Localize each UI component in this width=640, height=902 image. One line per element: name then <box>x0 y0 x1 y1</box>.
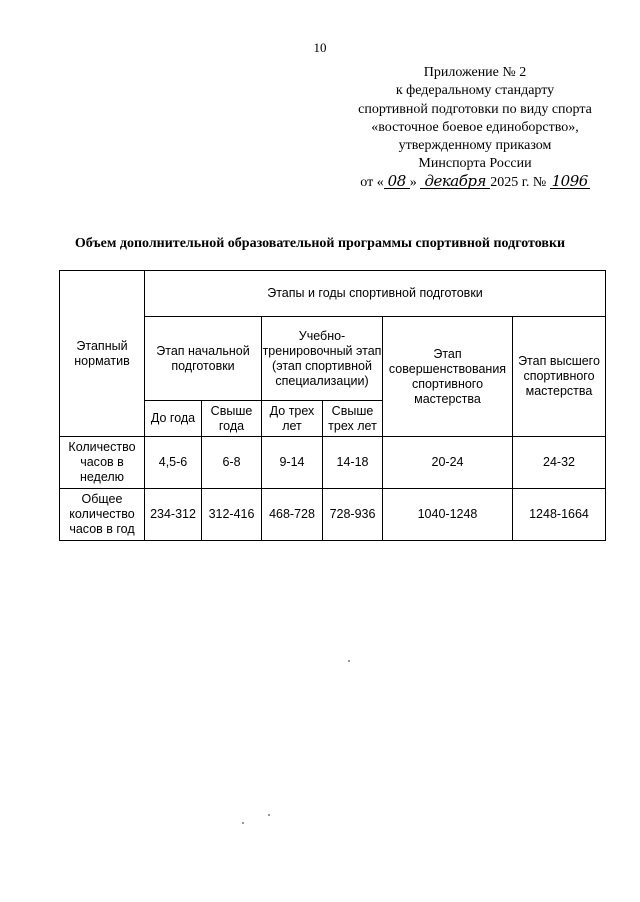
subheader-up-to-year: До года <box>145 401 202 437</box>
stage-header-training: Учебно-тренировочный этап (этап спортивной специализации) <box>262 317 383 401</box>
scan-speck <box>268 814 270 816</box>
table-cell: 9-14 <box>262 437 323 489</box>
appendix-line-4: «восточное боевое единоборство», <box>371 119 579 135</box>
handwritten-month: декабря <box>420 174 490 189</box>
table-cell: 312-416 <box>202 489 262 541</box>
appendix-line-5: утвержденному приказом <box>398 138 552 154</box>
table-cell: 6-8 <box>202 437 262 489</box>
stage-header-higher: Этап высшего спортивного мастерства <box>513 317 606 437</box>
appendix-date-line <box>330 171 620 192</box>
program-volume-table <box>59 270 606 541</box>
scan-speck <box>348 660 350 662</box>
table-cell: 20-24 <box>383 437 513 489</box>
table-cell: 468-728 <box>262 489 323 541</box>
table-cell: 1040-1248 <box>383 489 513 541</box>
table-cell: 234-312 <box>145 489 202 541</box>
page-number: 10 <box>313 40 327 55</box>
table-row <box>60 489 606 541</box>
row-label: Общее количество часов в год <box>60 489 145 541</box>
appendix-block <box>330 64 620 192</box>
stage-header-initial: Этап начальной подготовки <box>145 317 262 401</box>
date-prefix: от « <box>360 174 384 190</box>
row-label: Количество часов в неделю <box>60 437 145 489</box>
corner-header: Этапный норматив <box>60 271 145 437</box>
document-title: Объем дополнительной образовательной программы спортивной подготовки <box>74 236 566 251</box>
table-cell: 4,5-6 <box>145 437 202 489</box>
table-row <box>60 437 606 489</box>
appendix-title: Приложение № 2 <box>423 65 527 80</box>
group-header: Этапы и годы спортивной подготовки <box>145 271 606 317</box>
scan-speck <box>242 822 244 824</box>
subheader-over-three-years: Свыше трех лет <box>323 401 383 437</box>
handwritten-day: 08 <box>384 174 410 189</box>
table-cell: 14-18 <box>323 437 383 489</box>
table-cell: 728-936 <box>323 489 383 541</box>
subheader-up-to-three-years: До трех лет <box>262 401 323 437</box>
table-cell: 24-32 <box>513 437 606 489</box>
date-mid: » <box>409 174 417 190</box>
subheader-over-year: Свыше года <box>202 401 262 437</box>
year-text: 2025 г. № <box>490 174 547 190</box>
table-cell: 1248-1664 <box>513 489 606 541</box>
stage-header-improvement: Этап совершенствования спортивного мастерства <box>383 317 513 437</box>
appendix-line-3: спортивной подготовки по виду спорта <box>358 101 592 117</box>
handwritten-order-number: 1096 <box>551 171 588 190</box>
appendix-line-2: к федеральному стандарту <box>395 83 555 99</box>
appendix-line-6: Минспорта России <box>418 156 532 172</box>
